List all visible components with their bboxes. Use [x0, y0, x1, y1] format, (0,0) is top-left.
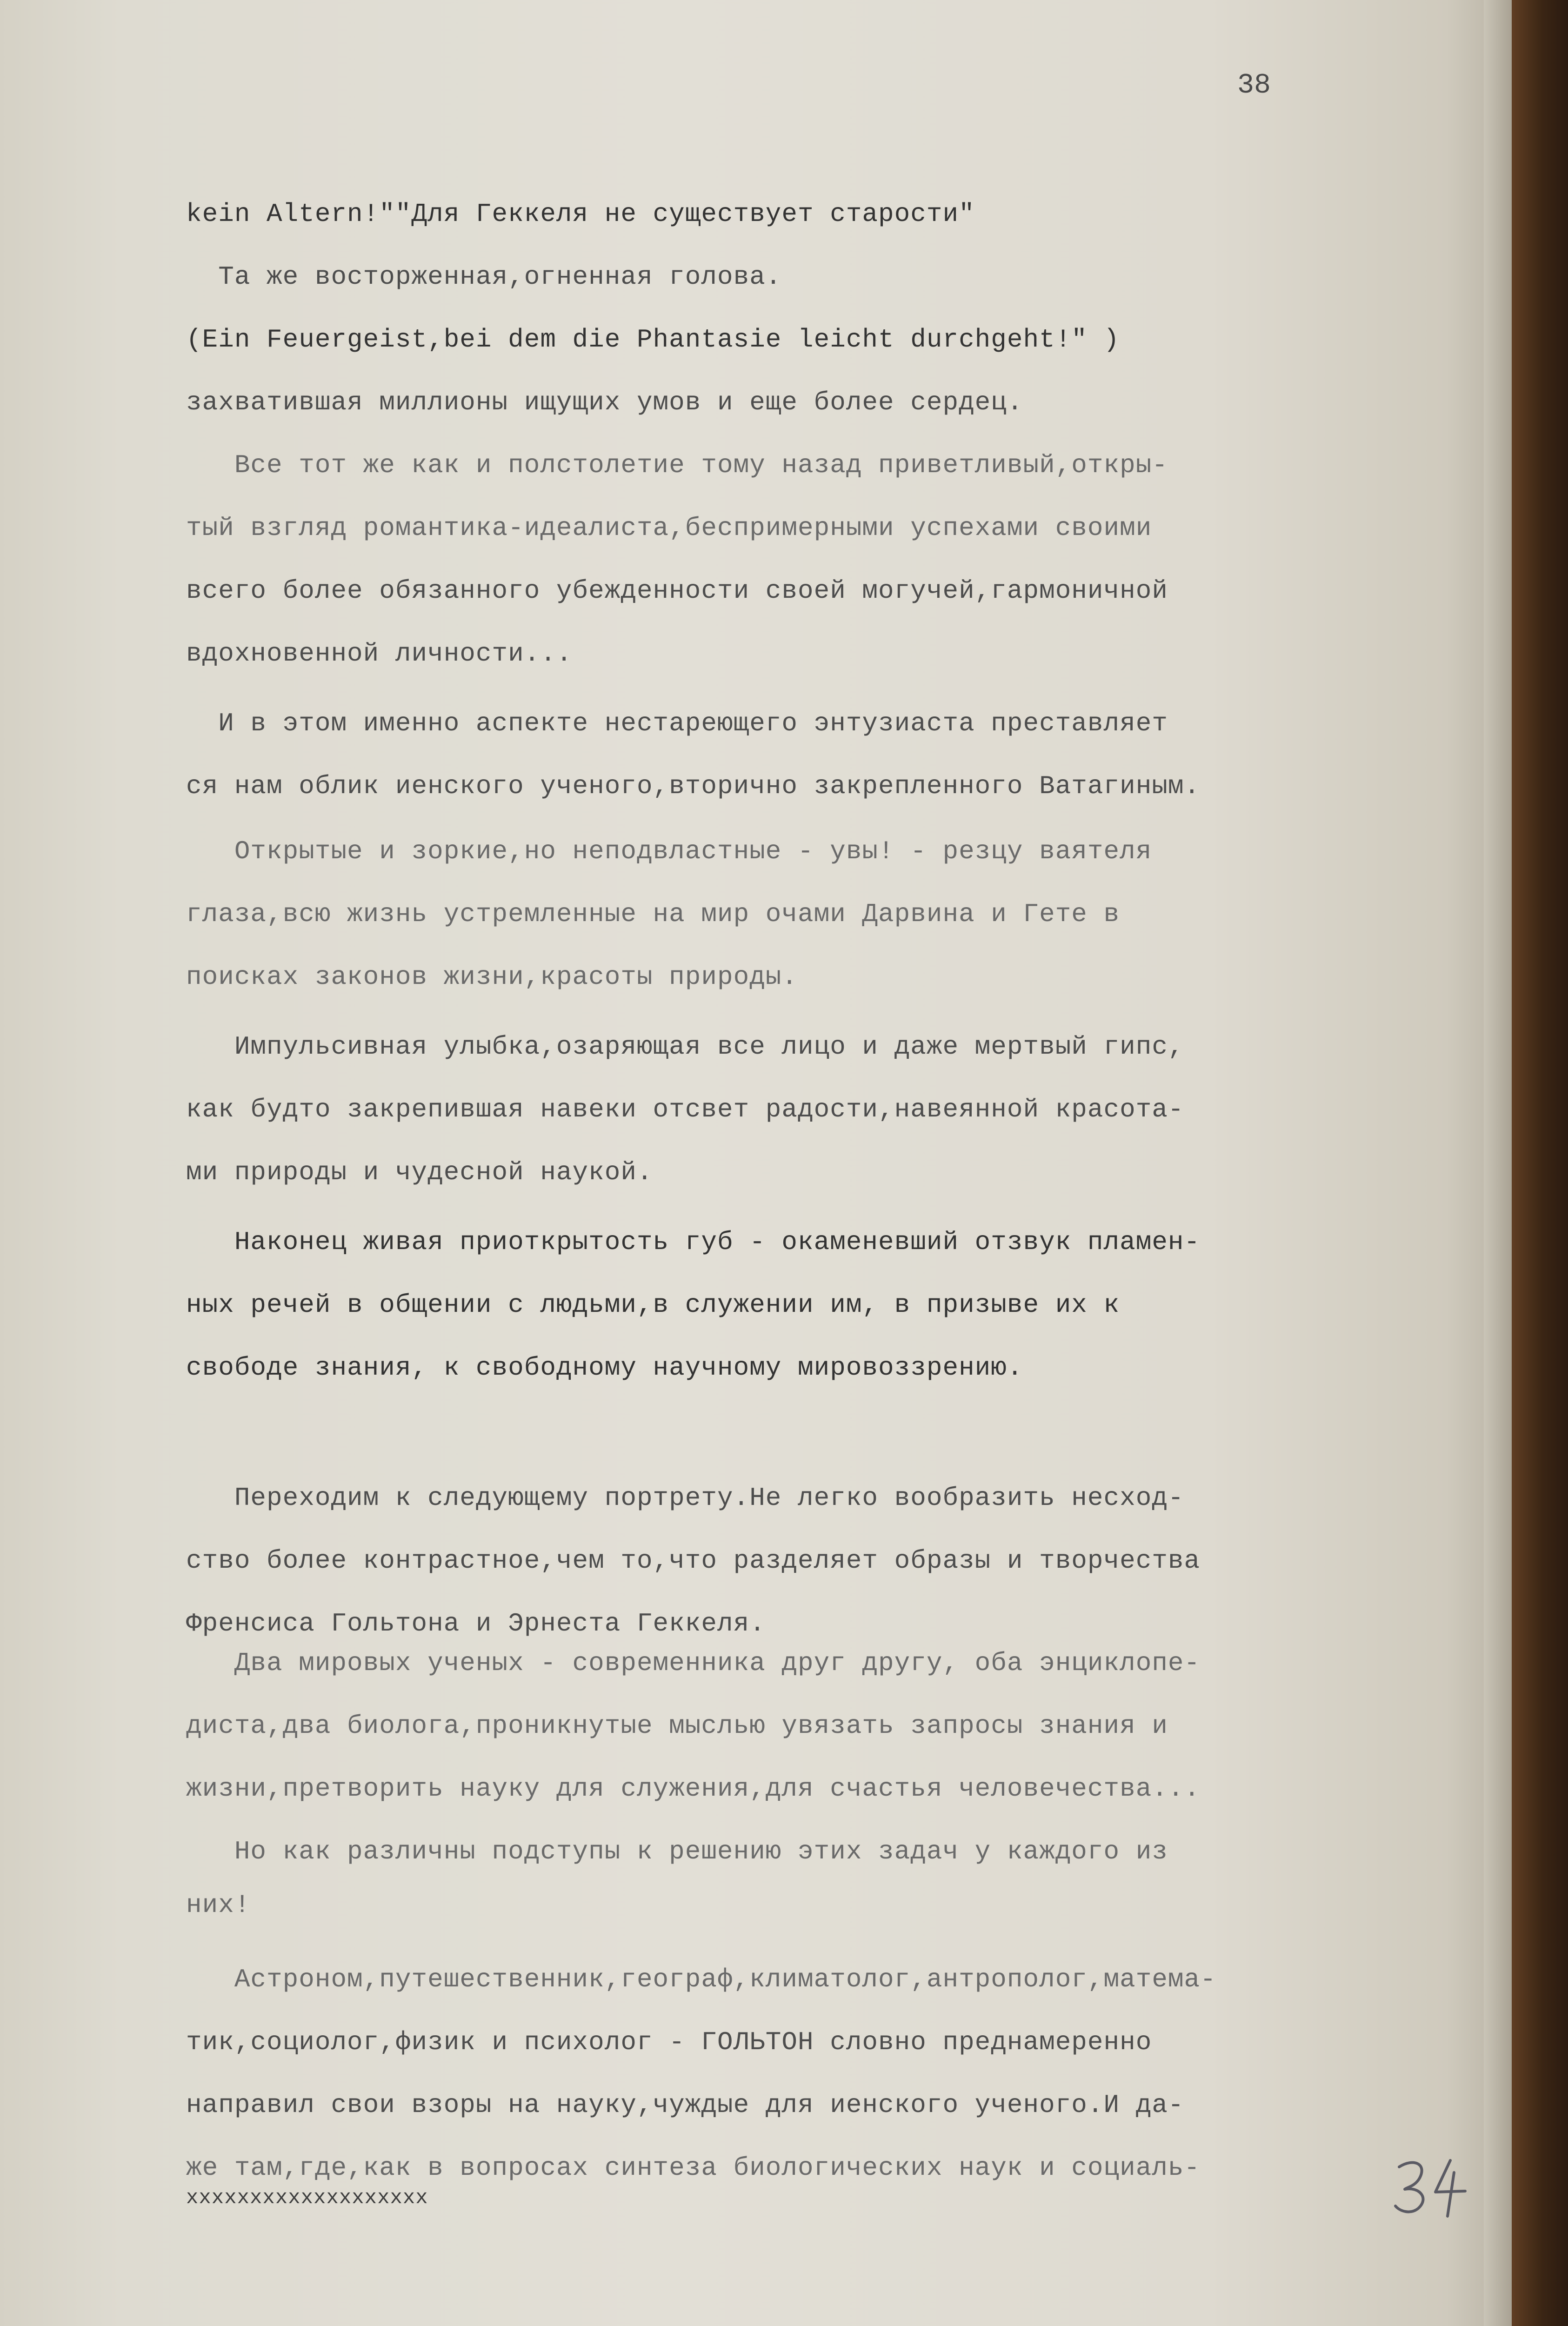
handwritten-page-number: [1391, 2154, 1470, 2219]
text-line: диста,два биолога,проникнутые мыслью увязать запросы знания и: [186, 1711, 1168, 1741]
text-line: Френсиса Гольтона и Эрнеста Геккеля.: [186, 1609, 766, 1638]
text-line: ных речей в общении с людьми,в служении им, в призыве их к: [186, 1290, 1120, 1320]
text-line: глаза,всю жизнь устремленные на мир очами Дарвина и Гете в: [186, 899, 1120, 929]
text-line: как будто закрепившая навеки отсвет радости,навеянной красота-: [186, 1095, 1184, 1124]
text-line: поисках законов жизни,красоты природы.: [186, 962, 798, 992]
text-line: ся нам облик иенского ученого,вторично закрепленного Ватагиным.: [186, 771, 1201, 801]
text-line: И в этом именно аспекте нестареющего энтузиаста преставляет: [186, 708, 1168, 738]
text-line: них!: [186, 1890, 251, 1920]
text-line: всего более обязанного убежденности своей могучей,гармоничной: [186, 576, 1168, 606]
text-line: Импульсивная улыбка,озаряющая все лицо и даже мертвый гипс,: [186, 1032, 1184, 1062]
text-line: тик,социолог,физик и психолог - ГОЛЬТОН словно преднамеренно: [186, 2027, 1152, 2057]
text-line: Переходим к следующему портрету.Не легко вообразить несход-: [186, 1483, 1184, 1513]
text-line: Но как различны подступы к решению этих задач у каждого из: [186, 1837, 1168, 1866]
text-line: тый взгляд романтика-идеалиста,беспримерными успехами своими: [186, 513, 1152, 543]
text-line: Открытые и зоркие,но неподвластные - увы! - резцу ваятеля: [186, 836, 1152, 866]
text-line: Та же восторженная,огненная голова.: [186, 262, 782, 292]
text-line: захватившая миллионы ищущих умов и еще более сердец.: [186, 388, 1023, 417]
text-line: направил свои взоры на науку,чуждые для иенского ученого.И да-: [186, 2090, 1184, 2120]
text-line: ми природы и чудесной наукой.: [186, 1157, 653, 1187]
text-line: ство более контрастное,чем то,что разделяет образы и творчества: [186, 1546, 1201, 1576]
text-line: kein Altern!""Для Геккеля не существует старости": [186, 199, 975, 229]
text-line: жизни,претворить науку для служения,для счастья человечества...: [186, 1774, 1201, 1804]
page-number: 38: [1237, 70, 1271, 101]
text-line: Все тот же как и полстолетие тому назад приветливый,откры-: [186, 450, 1168, 480]
text-line: Астроном,путешественник,географ,климатолог,антрополог,матема-: [186, 1965, 1216, 1994]
text-line: вдохновенной личности...: [186, 639, 573, 668]
text-line: свободе знания, к свободному научному мировоззрению.: [186, 1353, 1023, 1383]
text-line: же там,где,как в вопросах синтеза биологических наук и социаль-: [186, 2153, 1201, 2183]
text-line: Наконец живая приоткрытость губ - окаменевший отзвук пламен-: [186, 1227, 1201, 1257]
struck-out-line: ххххххххххххххххххх: [186, 2186, 428, 2210]
text-line: Два мировых ученых - современника друг другу, оба энциклопе-: [186, 1648, 1201, 1678]
text-line: (Ein Feuergeist,bei dem die Phantasie leicht durchgeht!" ): [186, 325, 1120, 354]
